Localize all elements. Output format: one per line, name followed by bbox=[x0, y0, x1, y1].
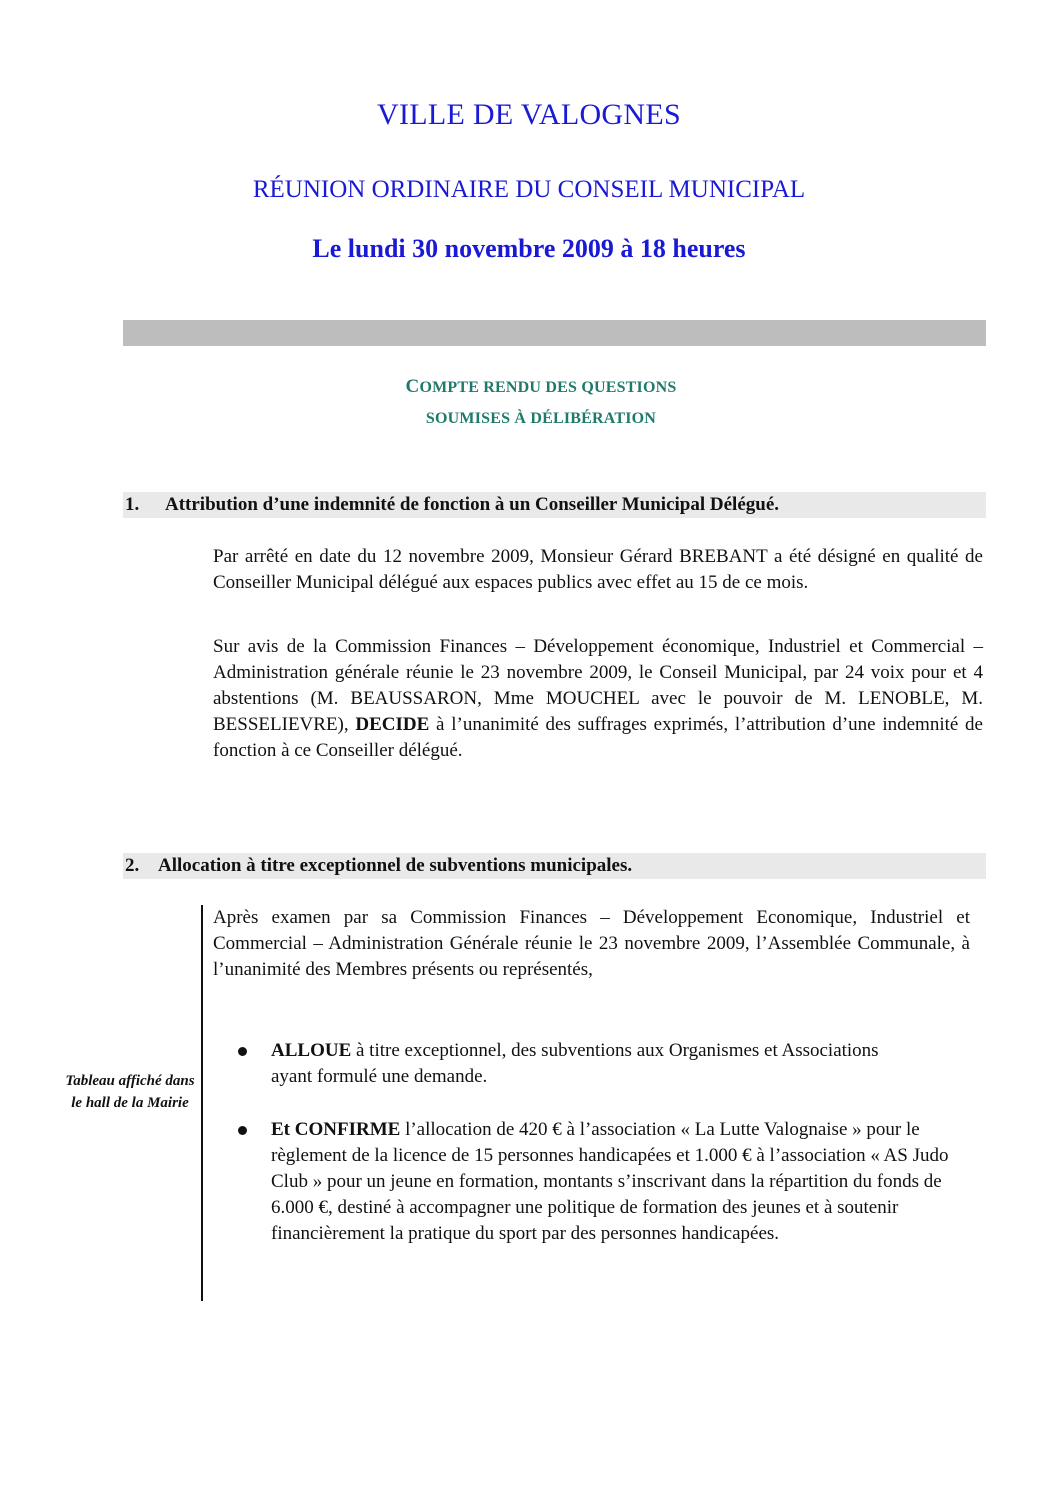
section-2-intro: Après examen par sa Commission Finances – Développement Economique, Industriel et Commercial – Administration Générale réunie le 23 novembre 2009, l’Assemblée Communale, à l’unanimité des Membres présents ou représentés, bbox=[213, 907, 970, 980]
bullet-item-confirme bbox=[271, 1117, 983, 1247]
section-1-title: Attribution d’une indemnité de fonction à un Conseiller Municipal Délégué. bbox=[165, 494, 780, 515]
section-1-paragraph-2-text: Sur avis de la Commission Finances – Développement économique, Industriel et Commercial – Administration générale réunie le 23 novembre 2009, le Conseil Municipal, par 24 voix pour et 4 abstentions (M. BEAUSSARON, Mme MOUCHEL avec le pouvoir de M. LENOBLE, M. BESSELIEVRE), bbox=[213, 636, 983, 735]
section-2-title: Allocation à titre exceptionnel de subventions municipales. bbox=[158, 855, 633, 876]
meeting-date: Le lundi 30 novembre 2009 à 18 heures bbox=[312, 234, 746, 263]
section-1-paragraph-1: Par arrêté en date du 12 novembre 2009, Monsieur Gérard BREBANT a été désigné en qualité de Conseiller Municipal délégué aux espaces publics avec effet au 15 de ce mois. bbox=[213, 546, 983, 593]
section-1-paragraph-2-end: à l’unanimité des suffrages exprimés, l’attribution d’une indemnité de fonction à ce Conseiller délégué. bbox=[213, 714, 983, 761]
section-1-number: 1. bbox=[125, 494, 140, 515]
section-2-number: 2. bbox=[125, 855, 140, 876]
report-subtitle bbox=[0, 371, 1058, 434]
bullet-icon bbox=[238, 1047, 247, 1056]
bullet-item-alloue bbox=[271, 1038, 911, 1090]
subtitle-initial: C bbox=[405, 376, 420, 397]
report-subtitle-line2: SOUMISES À DÉLIBÉRATION bbox=[425, 410, 657, 427]
margin-note: Tableau affiché dans le hall de la Mairie bbox=[65, 1073, 195, 1111]
section-1-paragraph-2 bbox=[213, 634, 983, 764]
header-divider-bar bbox=[123, 320, 986, 346]
section-2-heading bbox=[123, 853, 986, 879]
city-title: VILLE DE VALOGNES bbox=[377, 98, 681, 131]
bullet-icon bbox=[238, 1126, 247, 1135]
decide-keyword: DECIDE bbox=[355, 714, 430, 735]
confirme-keyword: Et CONFIRME bbox=[271, 1119, 401, 1140]
margin-rule bbox=[201, 905, 203, 1301]
subtitle-line1-text: OMPTE RENDU DES QUESTIONS bbox=[419, 379, 677, 396]
alloue-keyword: ALLOUE bbox=[271, 1040, 352, 1061]
section-1-heading bbox=[123, 492, 986, 518]
bullet-item-confirme-text: l’allocation de 420 € à l’association « La Lutte Valognaise » pour le règlement de la licence de 15 personnes handicapées et 1.000 € à l’association « AS Judo Club » pour un jeune en formation, montants s’inscrivant dans la répartition du fonds de 6.000 €, destiné à accompagner une politique de formation des jeunes et à soutenir financièrement la pratique du sport par des personnes handicapées. bbox=[271, 1119, 949, 1244]
report-subtitle-line1 bbox=[0, 371, 1058, 403]
meeting-title: RÉUNION ORDINAIRE DU CONSEIL MUNICIPAL bbox=[252, 176, 806, 203]
bullet-item-alloue-text: à titre exceptionnel, des subventions aux Organismes et Associations ayant formulé une demande. bbox=[271, 1040, 879, 1087]
